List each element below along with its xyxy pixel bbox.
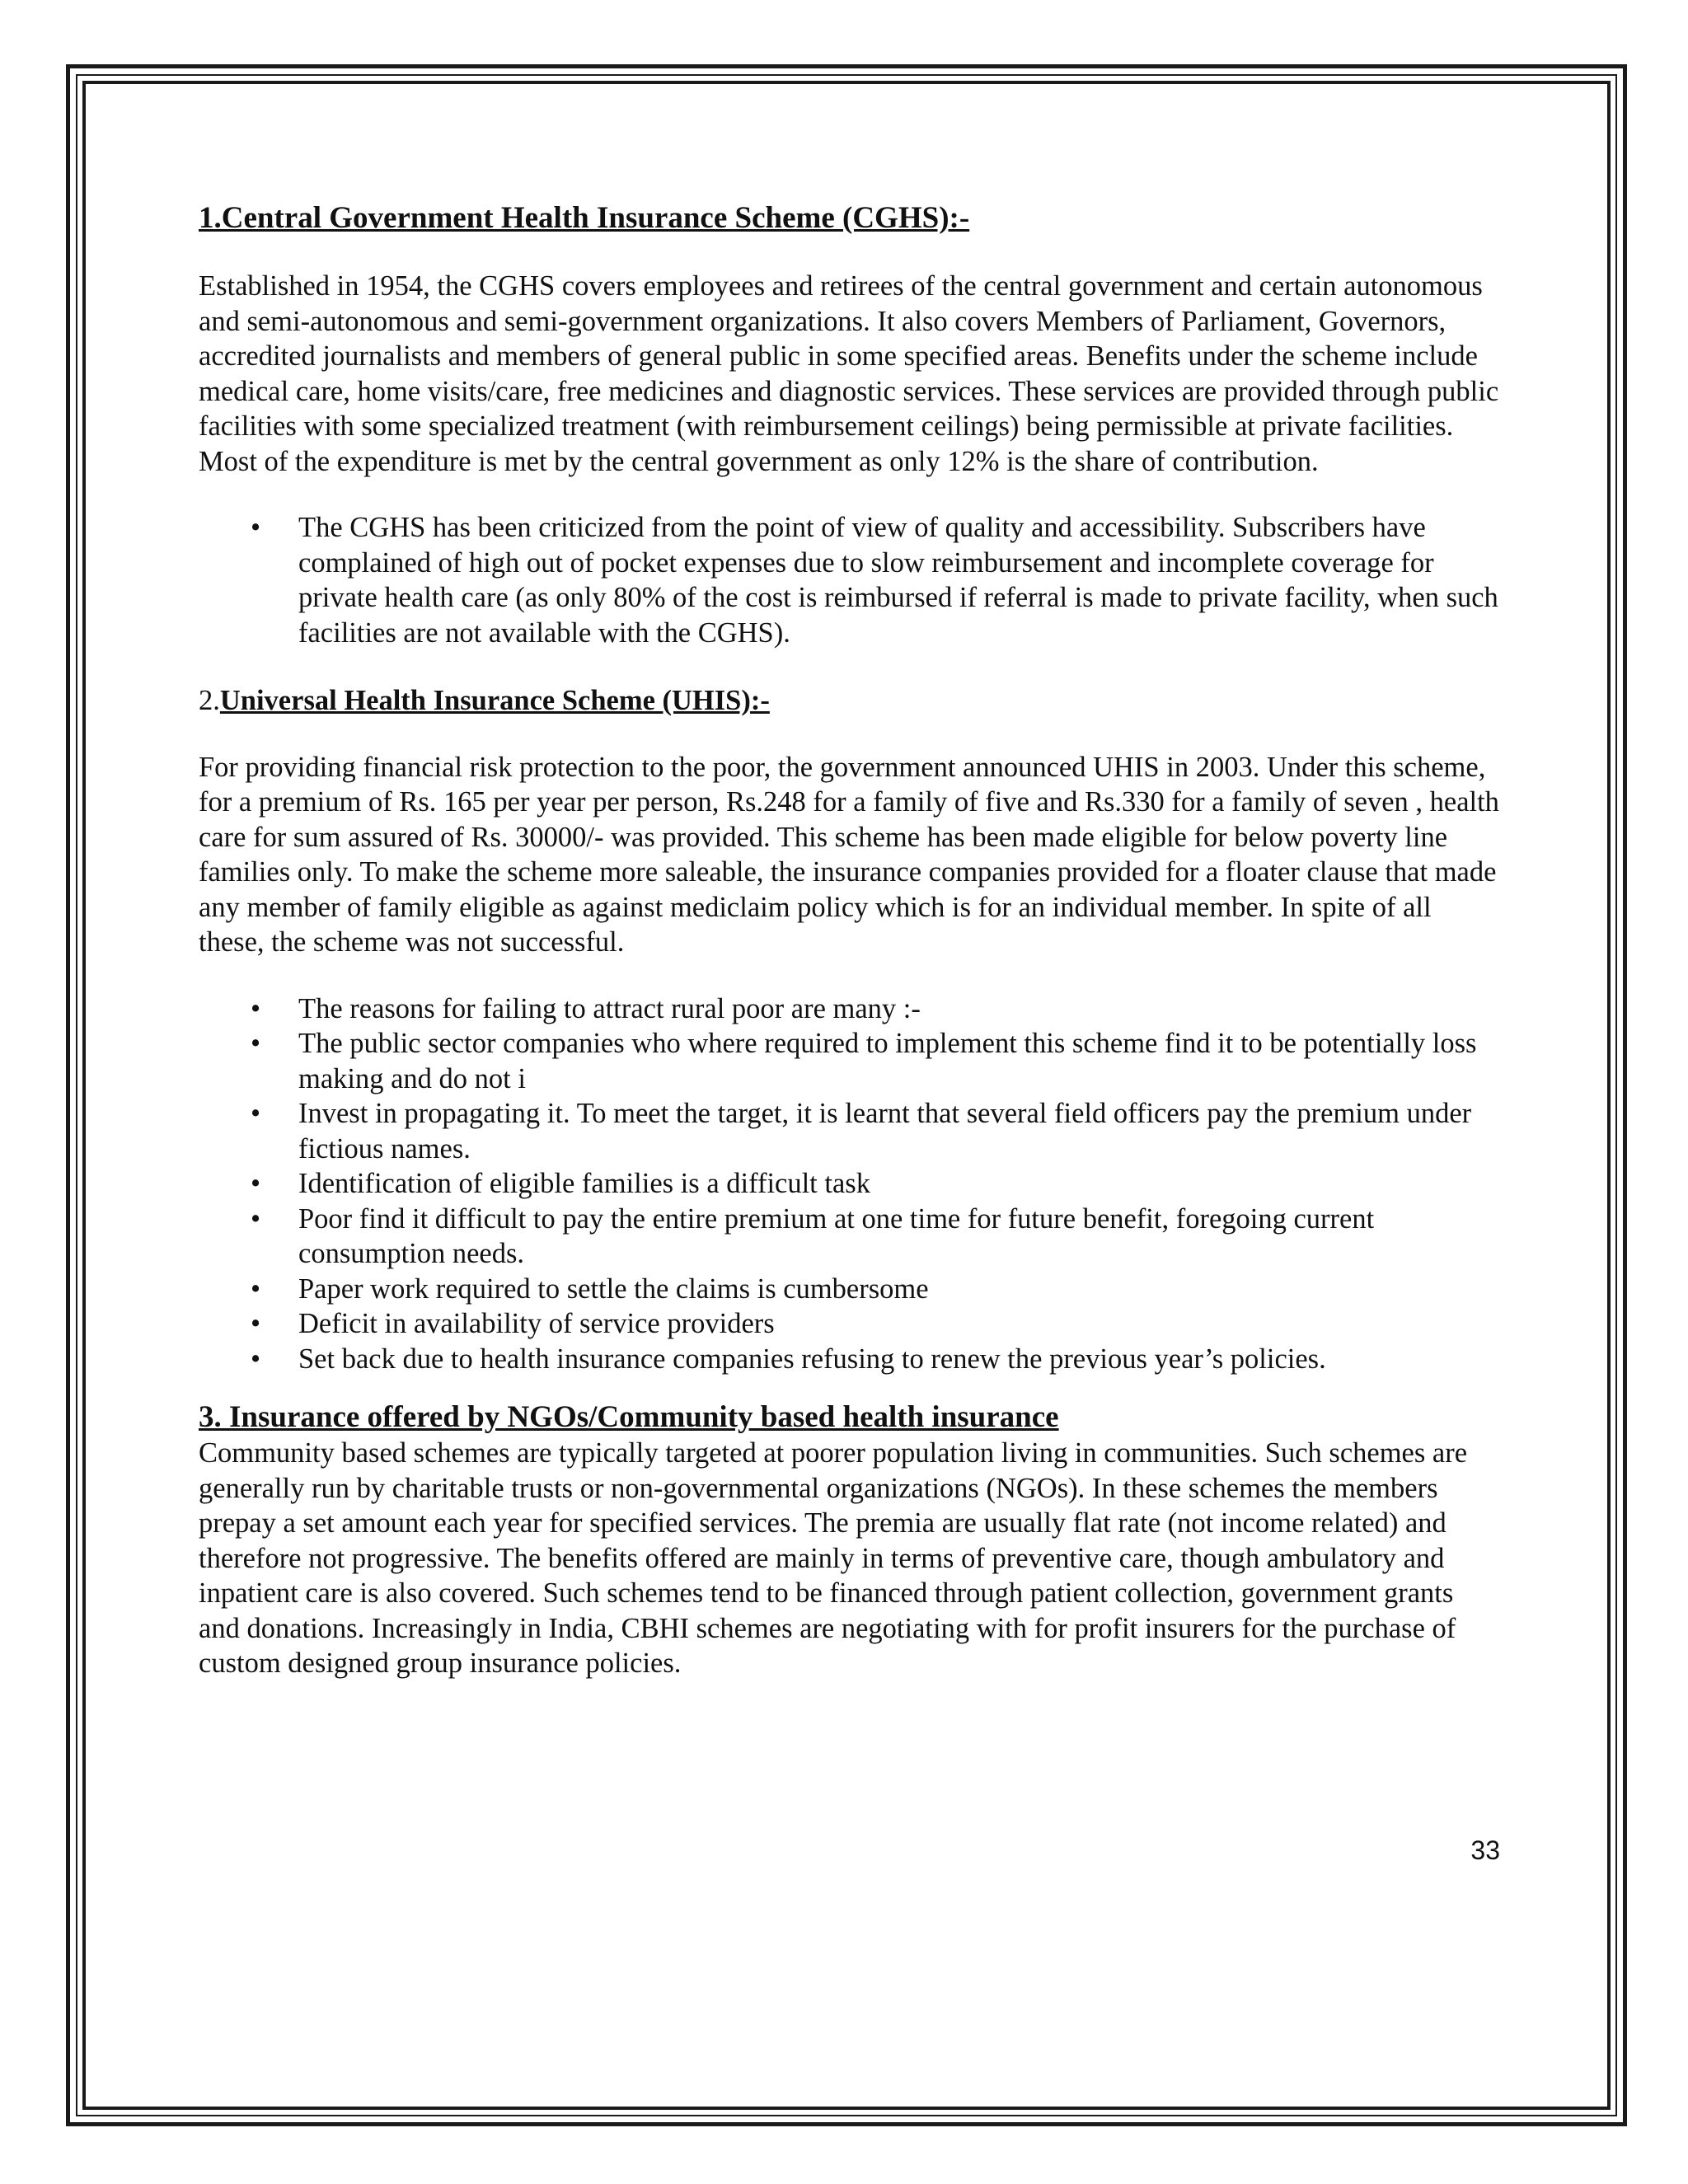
- list-item: [199, 991, 1501, 1027]
- bullet-icon: •: [251, 1343, 261, 1375]
- list-item-text: The reasons for failing to attract rural poor are many :-: [298, 992, 921, 1024]
- list-item: [199, 1026, 1501, 1096]
- section2-heading: [199, 683, 1501, 719]
- list-item-text: The public sector companies who where required to implement this scheme find it to be potentially loss making and do not i: [298, 1028, 1477, 1094]
- section1-heading: 1.Central Government Health Insurance Scheme (CGHS):-: [199, 201, 970, 235]
- list-item: [199, 510, 1501, 650]
- bullet-icon: •: [251, 992, 261, 1024]
- list-item-text: Identification of eligible families is a difficult task: [298, 1168, 870, 1199]
- list-item-text: Poor find it difficult to pay the entire premium at one time for future benefit, foregoing current consumption needs.: [298, 1202, 1375, 1269]
- list-item-text: Deficit in availability of service providers: [298, 1308, 775, 1339]
- list-item: [199, 1202, 1501, 1272]
- list-item: [199, 1166, 1501, 1202]
- list-item: [199, 1272, 1501, 1307]
- list-item-text: Paper work required to settle the claims is cumbersome: [298, 1272, 929, 1305]
- section2-paragraph: For providing financial risk protection to the poor, the government announced UHIS in 2003. Under this scheme, for a premium of Rs. 165 per year per person, Rs.248 for a family of five and Rs.330 for a family of seven , health care for sum assured of Rs. 30000/- was provided. This scheme has been made eligible for below poverty line families only. To make the scheme more saleable, the insurance companies provided for a floater clause that made any member of family eligible as against mediclaim policy which is for an individual member. In spite of all these, the scheme was not successful.: [199, 751, 1499, 958]
- section1-bullet-list: [199, 510, 1501, 650]
- list-item: [199, 1096, 1501, 1166]
- list-item: [199, 1306, 1501, 1342]
- bullet-icon: •: [251, 1202, 261, 1235]
- list-item-text: Invest in propagating it. To meet the target, it is learnt that several field officers pay the premium under fictious names.: [298, 1098, 1472, 1165]
- bullet-icon: •: [251, 1028, 261, 1059]
- list-item-text: The CGHS has been criticized from the point of view of quality and accessibility. Subscribers have complained of high out of pocket expenses due to slow reimbursement and incomplete coverage for private health care (as only 80% of the cost is reimbursed if referral is made to private facility, when such facilities are not available with the CGHS).: [298, 512, 1498, 649]
- section3-paragraph: Community based schemes are typically targeted at poorer population living in communities. Such schemes are generally run by charitable trusts or non-governmental organizations (NGOs). In these schemes the members prepay a set amount each year for specified services. The premia are usually flat rate (not income related) and therefore not progressive. The benefits offered are mainly in terms of preventive care, though ambulatory and inpatient care is also covered. Such schemes tend to be financed through patient collection, government grants and donations. Increasingly in India, CBHI schemes are negotiating with for profit insurers for the purchase of custom designed group insurance policies.: [199, 1437, 1468, 1679]
- bullet-icon: •: [251, 1098, 261, 1129]
- list-item-text: Set back due to health insurance companies refusing to renew the previous year’s policies.: [298, 1343, 1326, 1375]
- bullet-icon: •: [251, 1308, 261, 1339]
- section2-bullet-list: [199, 991, 1501, 1377]
- bullet-icon: •: [251, 1168, 261, 1199]
- section1-paragraph: Established in 1954, the CGHS covers employees and retirees of the central government and certain autonomous and semi-autonomous and semi-government organizations. It also covers Members of Parliament, Governors, accredited journalists and members of general public in some specified areas. Benefits under the scheme include medical care, home visits/care, free medicines and diagnostic services. These services are provided through public facilities with some specialized treatment (with reimbursement ceilings) being permissible at private facilities. Most of the expenditure is met by the central government as only 12% is the share of contribution.: [199, 270, 1499, 477]
- page-number: 33: [1470, 1835, 1500, 1865]
- bullet-icon: •: [251, 512, 261, 543]
- section2-number: 2.: [199, 685, 220, 716]
- list-item: [199, 1342, 1501, 1377]
- document-body: [199, 198, 1501, 1681]
- section2-heading-text: Universal Health Insurance Scheme (UHIS):-: [219, 685, 770, 716]
- section3-heading: 3. Insurance offered by NGOs/Community based health insurance: [199, 1400, 1059, 1434]
- bullet-icon: •: [251, 1272, 261, 1305]
